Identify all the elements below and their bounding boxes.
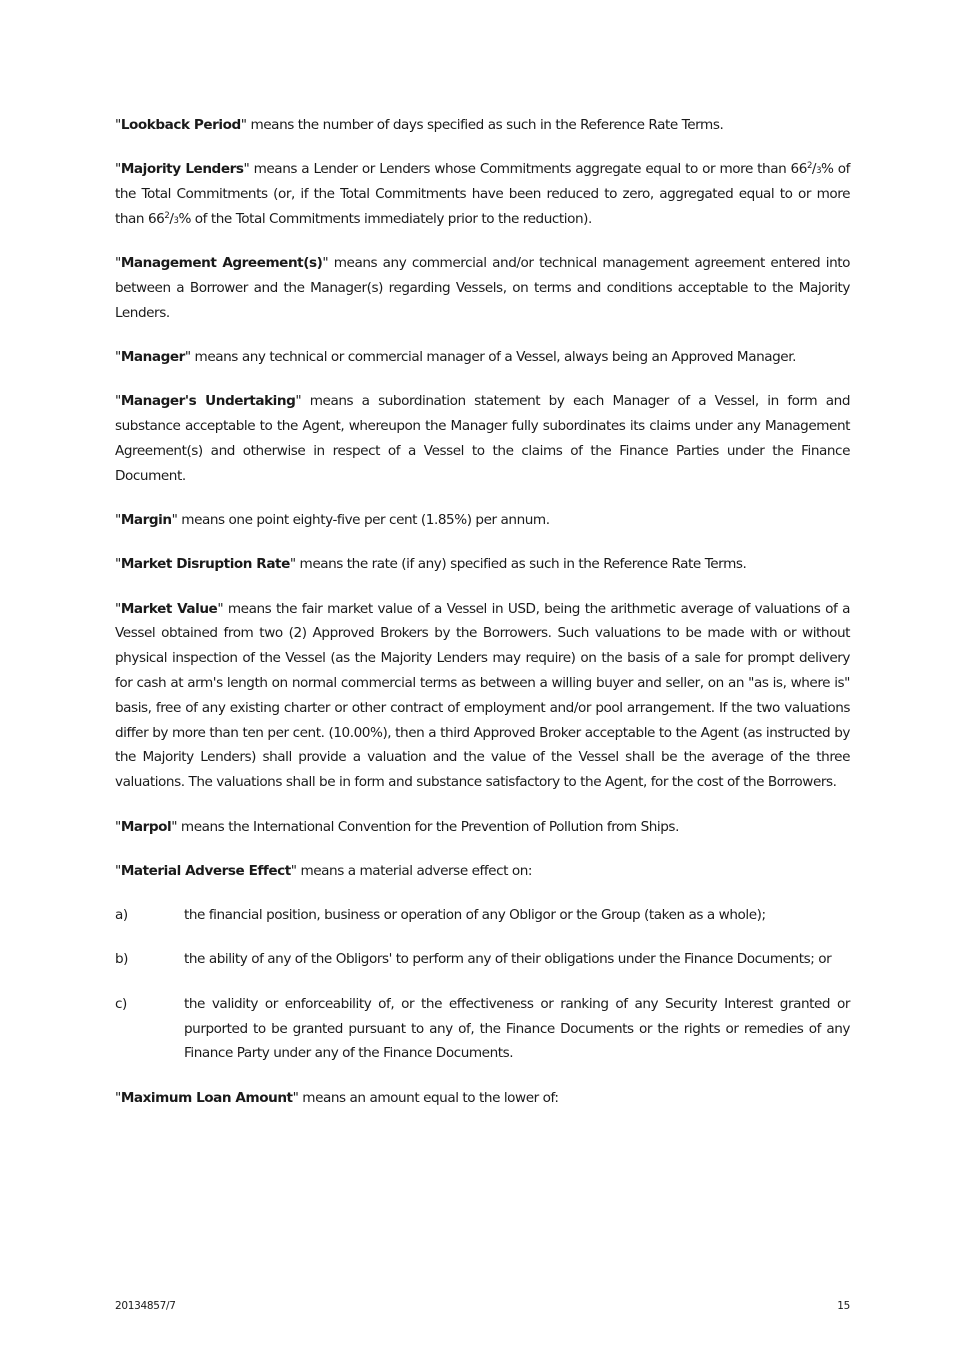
definition-margin: "Margin" means one point eighty-five per cent (1.85%) per annum. — [115, 512, 550, 529]
list-item-label: c) — [115, 995, 127, 1012]
definition-management-agreement: "Management Agreement(s)" means any commercial and/or technical management agreement entered into between a Borrower and the Manager(s) regarding Vessels, on terms and conditions acceptable to the Majority Lenders. — [115, 255, 851, 321]
list-item — [115, 903, 850, 928]
list-item-text: the validity or enforceability of, or the effectiveness or ranking of any Security Interest granted or purported to be granted pursuant to any of, the Finance Documents or the rights or remedies of any Finance Party under any of the Finance Documents. — [184, 995, 850, 1062]
definition-maximum-loan-amount: "Maximum Loan Amount" means an amount equal to the lower of: — [115, 1089, 559, 1106]
definition-manager: "Manager" means any technical or commercial manager of a Vessel, always being an Approved Manager. — [115, 349, 796, 366]
definition-majority-lenders: "Majority Lenders" means a Lender or Lenders whose Commitments aggregate equal to or more than $66^2/3\%$ of the Total Commitments (or, if the Total Commitments have been reduced to zero, aggregated equal to or more than $66^2/3\%$ of the Total Commitments immediately prior to the reduction). — [115, 161, 850, 227]
definition-marpol: "Marpol" means the International Convention for the Prevention of Pollution from Ships. — [115, 818, 679, 835]
page-number: 15 — [837, 1300, 850, 1312]
list-item — [115, 992, 850, 1066]
definition-material-adverse-effect: "Material Adverse Effect" means a material adverse effect on: — [115, 862, 533, 879]
page-footer — [115, 1300, 850, 1312]
document-reference: 20134857/7 — [115, 1300, 176, 1312]
list-item-label: b) — [115, 951, 129, 968]
definition-market-disruption-rate: "Market Disruption Rate" means the rate (if any) specified as such in the Reference Rate Terms. — [115, 556, 747, 573]
document-body — [115, 113, 850, 1130]
list-item-text: the financial position, business or operation of any Obligor or the Group (taken as a whole); — [184, 907, 766, 924]
definition-market-value: "Market Value" means the fair market value of a Vessel in USD, being the arithmetic average of valuations of a Vessel obtained from two (2) Approved Brokers by the Borrowers. Such valuations to be made with or without physical inspection of the Vessel (as the Majority Lenders may require) on the basis of a sale for prompt delivery for cash at arm's length on normal commercial terms as between a willing buyer and seller, on an "as is, where is" basis, free of any existing charter or other contract of employment and/or pool arrangement. If the two valuations differ by more than ten per cent. (10.00%), then a third Approved Broker acceptable to the Agent (as instructed by the Majority Lenders) shall provide a valuation and the value of the Vessel shall be the average of the three valuations. The valuations shall be in form and substance satisfactory to the Agent, for the cost of the Borrowers. — [115, 600, 850, 791]
definition-lookback-period: "Lookback Period" means the number of days specified as such in the Reference Rate Terms. — [115, 117, 724, 133]
list-item-text: the ability of any of the Obligors' to perform any of their obligations under the Finance Documents; or — [184, 951, 832, 968]
list-item-label: a) — [115, 907, 128, 924]
list-item — [115, 947, 850, 972]
definition-managers-undertaking: "Manager's Undertaking" means a subordination statement by each Manager of a Vessel, in form and substance acceptable to the Agent, whereupon the Manager fully subordinates its claims under any Management Agreement(s) and otherwise in respect of a Vessel to the claims of the Finance Parties under the Finance Document. — [115, 393, 850, 484]
